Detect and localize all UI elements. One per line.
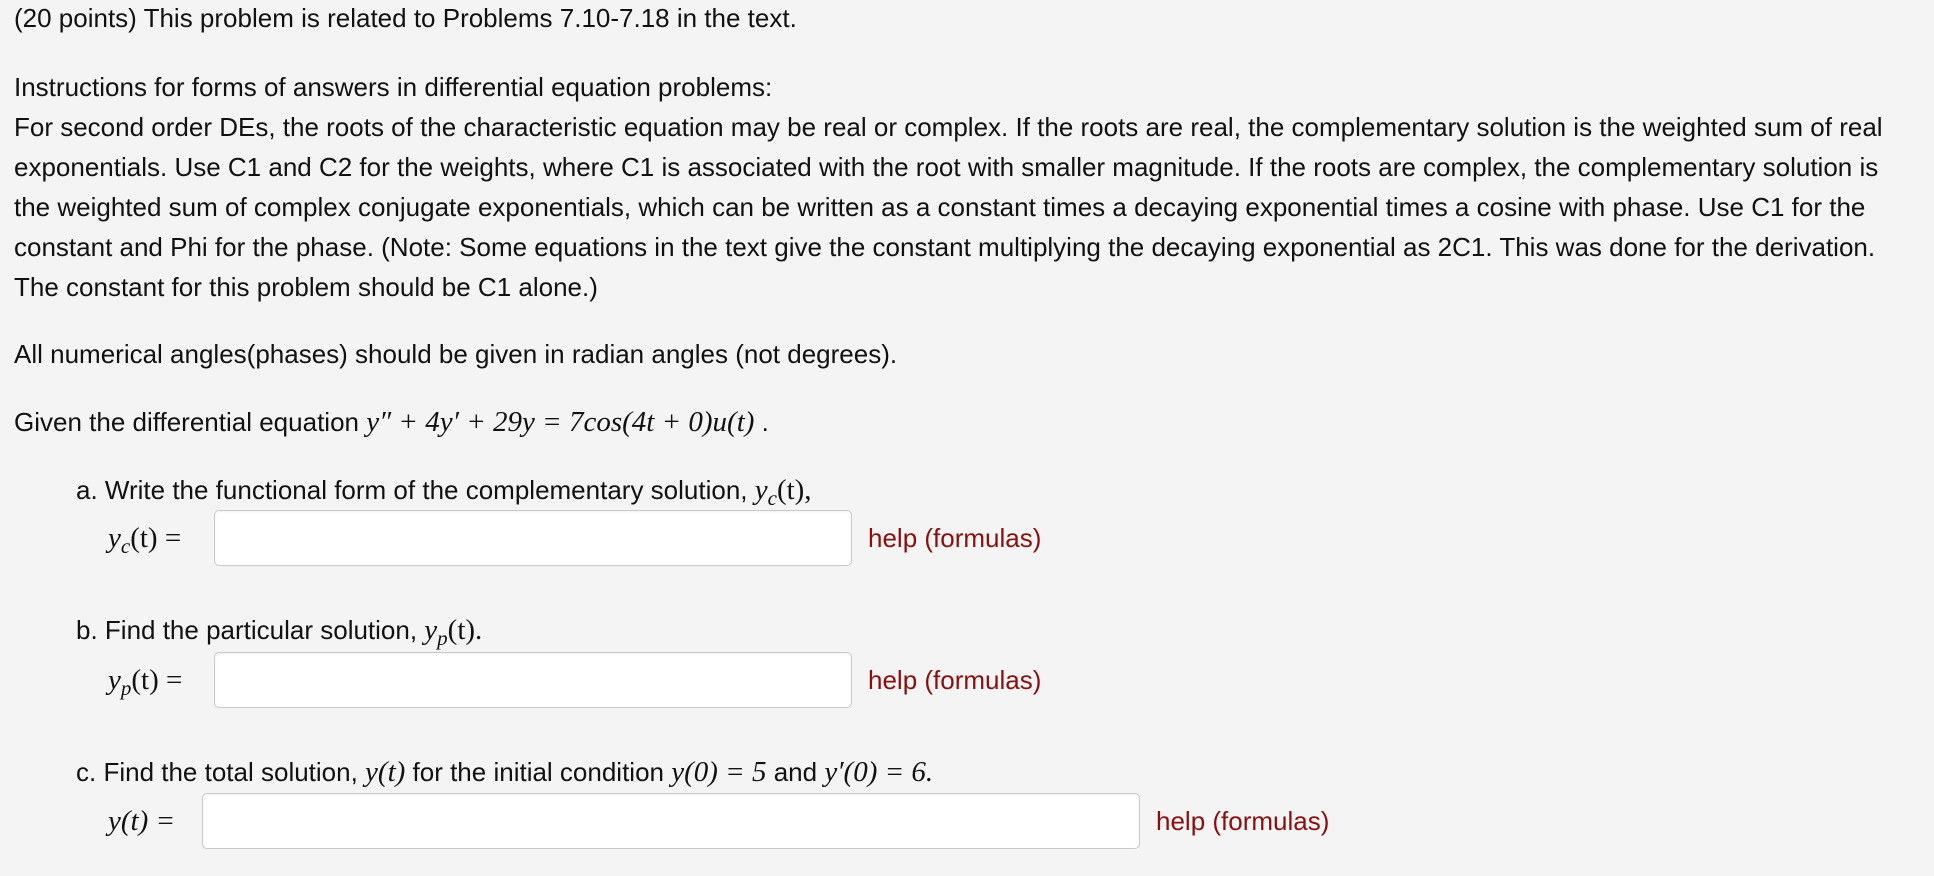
instructions-title: Instructions for forms of answers in differential equation problems: [14, 72, 773, 102]
part-a-prompt: a. Write the functional form of the complementary solution, $y_c(t)$, [76, 474, 812, 510]
part-c-label: y(t) = [108, 805, 176, 837]
part-b-answer-row [108, 651, 1041, 709]
equation-lead: Given the differential equation [14, 407, 367, 437]
part-c-math-y0: y(0) = 5 [671, 756, 767, 788]
part-c-math-yt: y(t) [365, 756, 406, 788]
part-c-prompt: c. Find the total solution, y(t) for the initial condition y(0) = 5 and y′(0) = 6. [76, 756, 934, 788]
complementary-solution-input[interactable] [214, 510, 852, 566]
part-c-help-link[interactable]: help (formulas) [1156, 806, 1330, 836]
part-b-prompt: b. Find the particular solution, $y_p(t)$. [76, 614, 483, 650]
particular-solution-input[interactable] [214, 652, 852, 708]
problem-header: (20 points) This problem is related to Problems 7.10-7.18 in the text. [14, 3, 797, 33]
part-c-answer-row [108, 792, 1329, 850]
part-a-help-link[interactable]: help (formulas) [868, 523, 1042, 553]
total-solution-input[interactable] [202, 793, 1140, 849]
differential-equation: y″ + 4y′ + 29y = 7cos(4t + 0)u(t) [366, 406, 755, 438]
part-b-help-link[interactable]: help (formulas) [868, 665, 1042, 695]
part-b-label: $y_p(t)$ = [108, 664, 183, 700]
differential-equation-statement [14, 402, 769, 442]
part-a-answer-row [108, 509, 1041, 567]
part-a-label: $y_c(t)$ = [108, 522, 182, 558]
angles-note: All numerical angles(phases) should be given in radian angles (not degrees). [14, 339, 898, 369]
instructions-body: For second order DEs, the roots of the characteristic equation may be real or complex. If the roots are real, the complementary solution is the weighted sum of real exponentials. Use C1 and C2 for the weights, where C1 is associated with the root with smaller magnitude. If the roots are complex, the complementary solution is the weighted sum of complex conjugate exponentials, which can be written as a constant times a decaying exponential times a cosine with phase. Use C1 for the constant and Phi for the phase. (Note: Some equations in the text give the constant multiplying the decaying exponential as 2C1. This was done for the derivation. The constant for this problem should be C1 alone.) [14, 112, 1883, 302]
equation-trail: . [754, 407, 769, 437]
part-c-math-yprime0: y′(0) = 6. [824, 756, 934, 788]
